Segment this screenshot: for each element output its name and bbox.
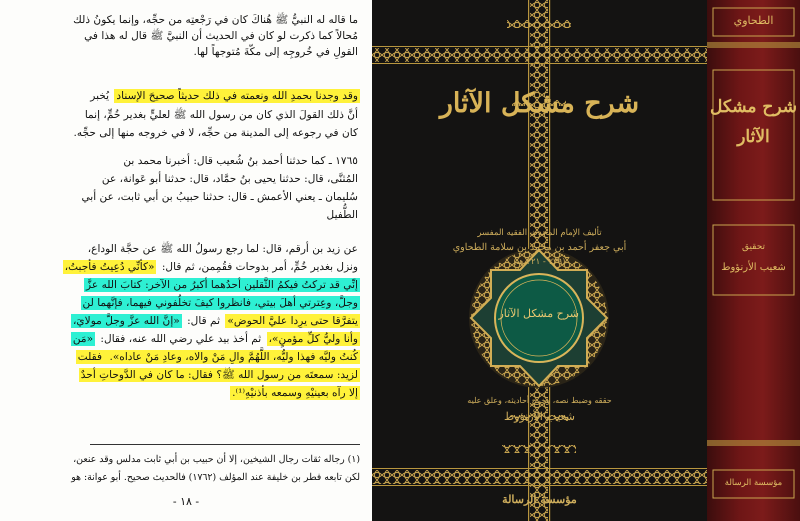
editor-name: شعيب الأرنؤوط: [503, 410, 575, 423]
highlighted-quote: «مَن: [72, 333, 94, 345]
text-segment: مُحالاً كما ذكرت لو كان في الحديث أن النبيَّ ﷺ قال له هذا في: [84, 30, 358, 42]
publisher-name: مؤسسة الرسالة: [502, 493, 577, 506]
text-segment: المُثنَّى، قال: حدثنا يحيى بنُ حمَّاد، قال: حدثنا أبو عَوانة، عن: [101, 173, 358, 185]
author-name: أبي جعفر أحمد بن محمد بن سلامة الطحاوي: [452, 242, 627, 253]
text-line: [71, 12, 360, 28]
text-line: [71, 313, 360, 329]
text-line: [121, 153, 360, 169]
text-segment: وجلَّ، وعِترتي أهلَ بيتي، فانظروا كيفَ تخلُفوني فيهما، فإنَّهما لن: [82, 297, 358, 309]
text-segment: القولِ في خُروجِه إلى مكّةَ مُتوجهاً لها.: [193, 46, 358, 58]
text-line: [100, 171, 360, 187]
text-segment: عن زيد بن أرقم، قال: لما رجع رسولُ الله ﷺ عن حجَّة الوداع،: [87, 243, 358, 255]
text-line: [88, 88, 360, 104]
text-segment: ثم أخذ بيد علي رضي الله عنه، فقال:: [97, 333, 265, 345]
text-line: [86, 241, 360, 257]
text-segment: إلا رآه بعينيْهِ وسمعه بأذنيْهِ⁽¹⁾.: [232, 387, 358, 399]
text-segment: الطُّفيل: [326, 209, 358, 221]
text-line: [63, 259, 360, 275]
editor-intro: حققه وضبط نصه، وخرج أحاديثه، وعلق عليه: [467, 396, 612, 405]
text-line: [84, 277, 360, 293]
text-segment: ونزل بغدير خُمٍّ، أمر بدوحات فقُمِمن، ثم قال:: [158, 261, 358, 273]
medallion-text: شرح مشكل الآثار: [498, 307, 579, 320]
spine-editor-intro: تحقيق: [741, 242, 766, 252]
spine-publisher: مؤسسة الرسالة: [724, 478, 783, 488]
text-segment: كان في رجوعه إلى المدينة من حجِّه، لا في خروجه منها إلى حجِّه.: [73, 127, 358, 139]
text-segment: إنِّي قد تركتُ فيكمُ الثَّقلين أحدُهما أكبرُ من الآخر: كتابَ الله عزَّ: [86, 279, 358, 291]
text-segment: لزيد: سمعتَه من رسول الله ﷺ؟ فقال: ما كان في الدَّوحاتِ أحدٌ: [80, 369, 358, 381]
highlighted-quote: «إنَّ الله عزَّ وجلَّ مولايَ،: [72, 315, 180, 327]
text-segment: يتفرَّقا حتى يرِدا عليَّ الحوض»: [227, 315, 358, 327]
book-spine: [707, 0, 800, 521]
footnote-line: لكن تابعه فطر بن خليفة عند المؤلف (١٧٦٢) فالحديث صحيح. أبو عوانة: هو: [71, 472, 360, 483]
text-line: [81, 295, 360, 311]
text-segment: ١٧٦٥ ـ كما حدثنا أحمد بنُ شُعيب قال: أخبرنا محمد بن: [123, 155, 358, 167]
cover-title: شرح مشكل الآثار: [439, 88, 640, 119]
footnote-divider: [90, 444, 360, 445]
text-segment: كُنتُ وليَّه فهذا وليُّه، اللَّهُمَّ والِ مَنْ والاه، وعادِ مَنْ عاداه».: [109, 351, 358, 363]
scanned-page: [0, 0, 372, 521]
page-number: - ١٨ -: [172, 495, 200, 508]
text-line: [192, 44, 360, 60]
spine-title: شرح مشكل الآثار: [709, 97, 798, 147]
spine-editor: شعيب الأرنؤوط: [721, 262, 786, 273]
text-line: [325, 207, 360, 223]
text-segment: فقلت: [77, 351, 106, 363]
author-intro: تأليف الإمام المحدث الفقيه المفسر: [477, 228, 602, 238]
text-line: [71, 331, 360, 347]
text-line: [79, 367, 360, 383]
text-line: [82, 28, 360, 44]
text-line: [72, 125, 361, 141]
text-segment: ما قاله له النبيُّ ﷺ هُناكَ كان في رَجْعتِه من حجِّه، وإنما يكونُ ذلك: [73, 14, 358, 26]
text-line: [79, 189, 360, 205]
book-photo: [372, 0, 800, 521]
highlighted-quote: «كأنِّي دُعِيتُ فأجبتُ،: [64, 261, 155, 273]
text-segment: سُليمان ـ يعني الأعمش ـ قال: حدثنا حبيبُ بن أبي ثابت، عن أبي: [81, 191, 358, 203]
text-segment: وأنا وليُّ كلِّ مؤمنٍ»،: [268, 333, 358, 345]
text-line: [83, 107, 360, 123]
text-segment: وقد وجدنا بحمدِ الله ونعمته في ذلك حديثاً صحيحَ الإسناد: [116, 90, 358, 102]
spine-ornament: [707, 0, 800, 521]
author-dates: (٢٣٩ - ٣٢١ هـ): [513, 257, 566, 267]
text-line: [230, 385, 360, 401]
spine-author: الطحاوي: [733, 14, 774, 27]
text-segment: ثم قال:: [183, 315, 224, 327]
text-segment: يُخبر: [90, 90, 113, 102]
book-cover: [372, 0, 707, 521]
footnote-line: (١) رجاله ثقات رجال الشيخين، إلا أن حبيب بن أبي ثابت مدلس وقد عنعن،: [73, 454, 360, 465]
text-line: [76, 349, 360, 365]
text-segment: أنَّ ذلك القولَ الذي كان من رسول الله ﷺ لعليٍّ بغدير خُمٍّ، إنما: [84, 109, 358, 121]
